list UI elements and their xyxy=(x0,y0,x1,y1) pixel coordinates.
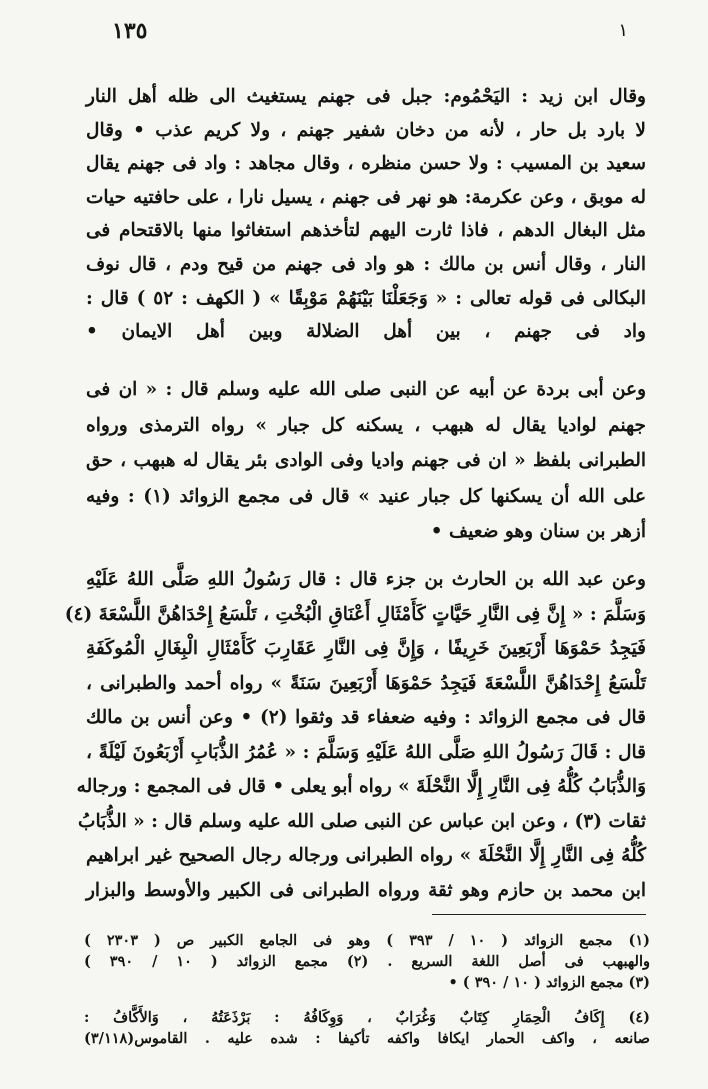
text-line: البكالى فى قوله تعالى : « وَجَعَلْنَا بَيْنَهُمْ مَوْبِقًا » ( الكهف : ٥٢ ) قال : xyxy=(86,287,647,309)
text-line: ثقات (٣) ، وعن ابن عباس عن النبى صلى الله عليه وسلم قال : « الذُّبَابُ xyxy=(78,810,646,832)
text-line: على الله أن يسكنها كل جبار عنيد » قال فى مجمع الزوائد (١) : وفيه xyxy=(86,485,646,507)
text-line: وعن أبى بردة عن أبيه عن النبى صلى الله عليه وسلم قال : « ان فى xyxy=(86,379,646,400)
footnote-divider xyxy=(432,914,646,915)
text-line: قال فى مجمع الزوائد : وفيه ضعفاء قد وثقوا (٢) • وعن أنس بن مالك xyxy=(86,707,647,728)
paragraph-al-yahmum xyxy=(86,80,646,349)
text-line: سعيد بن المسيب : ولا حسن منظره ، وقال مجاهد : واد فى جهنم يقال xyxy=(86,153,646,175)
text-line: فَيَجِدُ حَمْوَهَا أَرْبَعِينَ خَرِيفًا ، وَإِنَّ فِى النَّارِ عَقَارِبَ كَأَمْثَالِ الْبِغَالِ الْمُوكَفَةِ xyxy=(86,638,646,659)
text-line: كُلُّهُ فِى النَّارِ إِلَّا النَّحْلَةَ » رواه الطبرانى ورجاله رجال الصحيح غير ابراهيم xyxy=(86,845,646,866)
text-line: النار ، وقال أنس بن مالك : هو واد فى جهنم من قيح ودم ، قال نوف xyxy=(86,253,646,275)
footnote-line: (٣) مجمع الزوائد ( ١٠ / ٣٩٠ ) • xyxy=(448,974,650,991)
text-line: واد فى جهنم ، بين أهل الضلالة وبين أهل الايمان • xyxy=(86,321,646,343)
text-line: ابن محمد بن حازم وهو ثقة ورواه الطبرانى فى الكبير والأوسط والبزار xyxy=(86,879,646,901)
text-line: لا بارد بل حار ، لأنه من دخان شفير جهنم ، ولا كريم عذب • وقال xyxy=(86,119,646,141)
footnote-line: (٤) إِكَافُ الْحِمَارِ كِتَابٌ وَغُرَابٌ ، وَوِكَافُهُ : بَرْذَعَتُهُ ، وَالأَكَّافُ : xyxy=(84,1009,650,1026)
footnote-line: صانعه ، واكف الحمار ايكافا واكفه تأكيفا : شده عليه . القاموس(٣/١١٨) xyxy=(84,1030,650,1047)
text-line: مثل البغال الدهم ، فاذا ثارت اليهم لتأخذهم استغاثوا منها بالاقتحام فى xyxy=(86,220,646,242)
page-number: ١٣٥ xyxy=(112,18,148,44)
text-line: تَلْسَعُ إِحْدَاهُنَّ اللَّسْعَةَ فَيَجِدُ حَمْوَهَا أَرْبَعِينَ سَنَةً » رواه أحمد والطبرانى ، xyxy=(86,672,646,694)
text-line: وقال ابن زيد : اليَحْمُوم: جبل فى جهنم يستغيث الى ظله أهل النار xyxy=(86,86,646,107)
footnote-spacer xyxy=(84,993,650,1007)
text-line: الطبرانى بلفظ « ان فى جهنم واديا وفى الوادى بئر يقال له هبهب ، حق xyxy=(86,450,646,471)
text-line: وَالذُّبَابُ كُلُّهُ فِى النَّارِ إِلَّا النَّحْلَةَ » رواه أبو يعلى • قال فى المجمع : ورجاله xyxy=(76,776,646,797)
paragraph-habhab xyxy=(86,372,646,550)
text-line: وَسَلَّمَ : « إِنَّ فِى النَّارِ حَيَّاتٍ كَأَمْثَالِ أَعْنَاقِ الْبُخْتِ ، تَلْسَعُ إِحْدَاهُنَّ اللَّسْعَةَ (٤) xyxy=(64,603,646,625)
text-line: له موبق ، وعن عكرمة: هو نهر فى جهنم ، يسيل نارا ، على حافتيه حيات xyxy=(86,186,646,208)
text-line: أزهر بن سنان وهو ضعيف • xyxy=(430,521,646,542)
corner-mark: ١ xyxy=(618,20,628,41)
text-line: وعن عبد الله بن الحارث بن جزء قال : قال رَسُولُ اللهِ صَلَّى اللهُ عَلَيْهِ xyxy=(86,569,646,590)
paragraph-snakes-scorpions xyxy=(64,563,647,908)
footnotes xyxy=(84,930,650,1049)
footnote-line: (١) مجمع الزوائد ( ١٠ / ٣٩٣ ) وهو فى الجامع الكبير ص ( ٢٣٠٣ ) xyxy=(84,932,650,949)
footnote-line: والهبهب فى أصل اللغة السريع . (٢) مجمع الزوائد ( ١٠ / ٣٩٠ ) xyxy=(84,953,650,970)
text-line: جهنم لواديا يقال له هبهب ، يسكنه كل جبار » رواه الترمذى ورواه xyxy=(86,414,646,436)
text-line: قال : قَالَ رَسُولُ اللهِ صَلَّى اللهُ عَلَيْهِ وَسَلَّمَ : « عُمُرُ الذُّبَابِ أَرْبَعُونَ لَيْلَةً ، xyxy=(86,741,646,763)
